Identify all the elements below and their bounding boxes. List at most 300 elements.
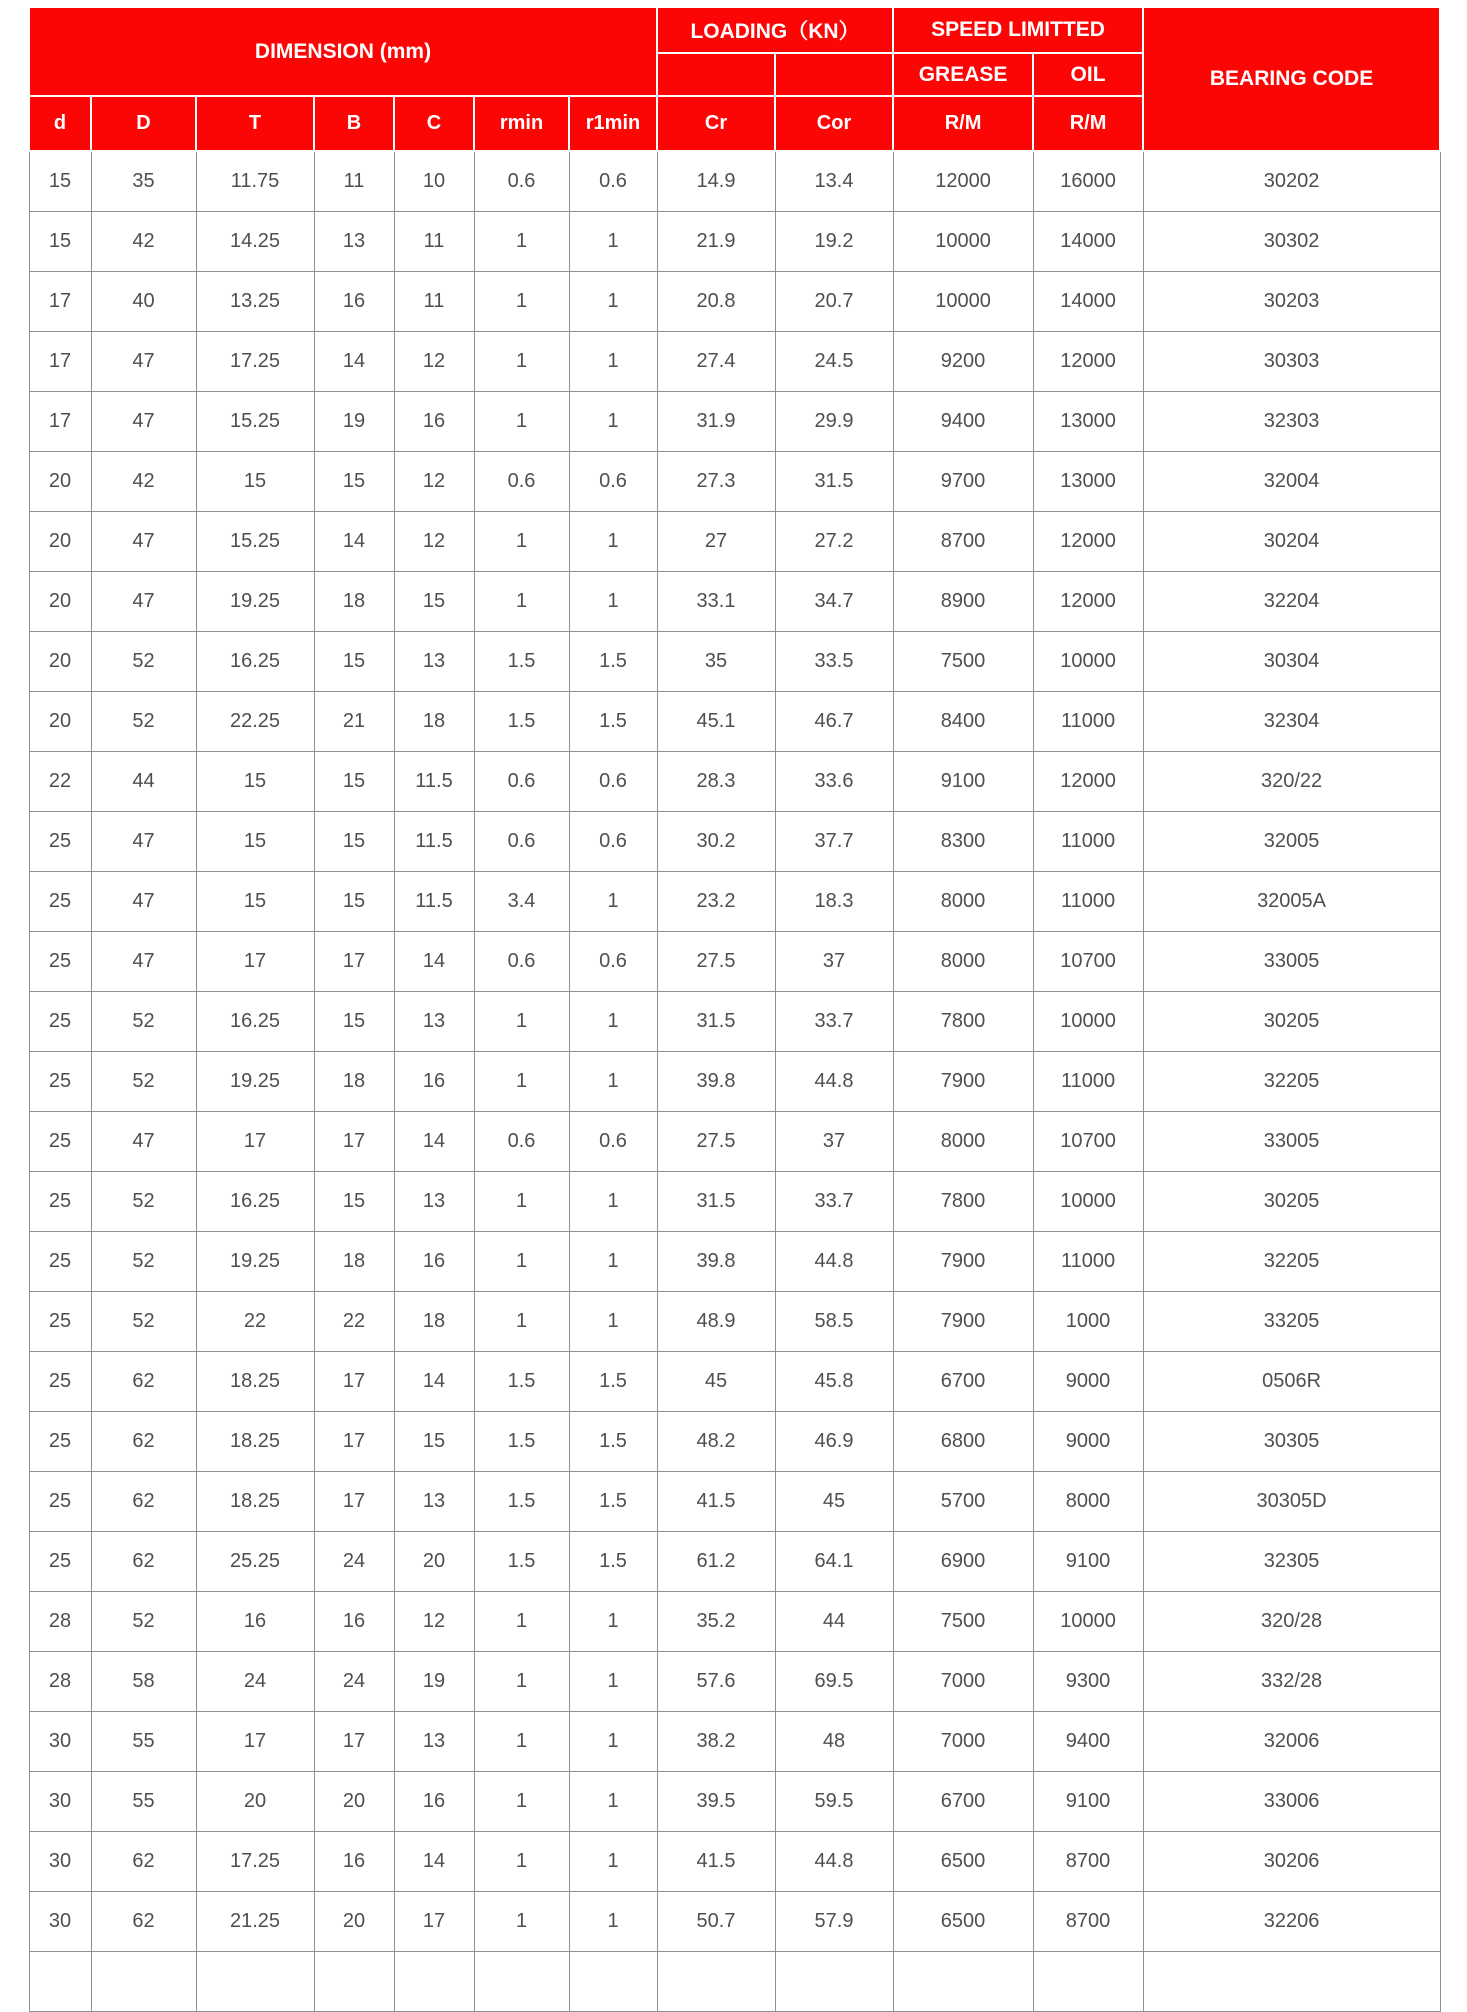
table-cell: 45.1	[657, 691, 775, 751]
table-cell: 18	[394, 691, 474, 751]
col-header-r1min: r1min	[569, 96, 657, 151]
table-row	[29, 1291, 1440, 1351]
table-cell: 39.5	[657, 1771, 775, 1831]
table-cell: 23.2	[657, 871, 775, 931]
table-cell: 17	[314, 1351, 394, 1411]
table-cell: 14	[394, 1111, 474, 1171]
col-header-rmin: rmin	[474, 96, 569, 151]
table-cell: 34.7	[775, 571, 893, 631]
table-cell: 1.5	[569, 1471, 657, 1531]
table-cell: 31.5	[657, 1171, 775, 1231]
table-cell: 19.25	[196, 1231, 314, 1291]
table-cell: 52	[91, 691, 196, 751]
table-cell: 31.9	[657, 391, 775, 451]
table-cell: 15	[314, 751, 394, 811]
table-cell: 11	[394, 211, 474, 271]
table-cell: 18.25	[196, 1351, 314, 1411]
table-cell: 32303	[1143, 391, 1440, 451]
table-cell: 1.5	[569, 1411, 657, 1471]
table-cell: 1	[569, 871, 657, 931]
table-cell: 320/22	[1143, 751, 1440, 811]
table-body	[29, 151, 1440, 2011]
table-cell: 52	[91, 1171, 196, 1231]
table-cell: 11.75	[196, 151, 314, 211]
table-cell: 25	[29, 1411, 91, 1471]
table-cell: 17	[314, 1411, 394, 1471]
table-cell: 1.5	[474, 1531, 569, 1591]
table-row	[29, 451, 1440, 511]
table-cell: 22	[29, 751, 91, 811]
table-cell: 11.5	[394, 871, 474, 931]
header-grease: GREASE	[893, 53, 1033, 96]
table-cell: 41.5	[657, 1831, 775, 1891]
table-cell: 25	[29, 1471, 91, 1531]
table-cell: 12	[394, 1591, 474, 1651]
table-cell: 33.7	[775, 1171, 893, 1231]
table-cell: 30	[29, 1831, 91, 1891]
table-cell: 16	[394, 1231, 474, 1291]
table-cell: 18.25	[196, 1411, 314, 1471]
table-cell: 17.25	[196, 1831, 314, 1891]
table-cell: 20	[29, 571, 91, 631]
table-cell: 13	[394, 1711, 474, 1771]
table-cell: 1	[474, 1891, 569, 1951]
table-cell: 17	[196, 1111, 314, 1171]
col-header-T: T	[196, 96, 314, 151]
table-cell: 10000	[1033, 991, 1143, 1051]
table-row	[29, 1351, 1440, 1411]
table-cell: 19	[314, 391, 394, 451]
table-cell: 33.7	[775, 991, 893, 1051]
table-cell: 8700	[1033, 1831, 1143, 1891]
header-bearing-code: BEARING CODE	[1143, 7, 1440, 151]
table-cell: 28	[29, 1591, 91, 1651]
table-cell: 7500	[893, 631, 1033, 691]
table-cell: 30	[29, 1711, 91, 1771]
table-cell: 47	[91, 1111, 196, 1171]
table-cell: 9400	[1033, 1711, 1143, 1771]
table-cell: 27.4	[657, 331, 775, 391]
table-cell: 32006	[1143, 1711, 1440, 1771]
table-cell: 17.25	[196, 331, 314, 391]
table-cell: 0506R	[1143, 1351, 1440, 1411]
table-cell: 1	[474, 511, 569, 571]
table-cell: 33.6	[775, 751, 893, 811]
col-header-Cor: Cor	[775, 96, 893, 151]
table-cell: 22.25	[196, 691, 314, 751]
table-cell: 16	[394, 1051, 474, 1111]
table-cell: 25	[29, 811, 91, 871]
col-header-D: D	[91, 96, 196, 151]
table-cell: 7900	[893, 1291, 1033, 1351]
table-cell: 20	[29, 691, 91, 751]
table-cell: 10000	[1033, 1591, 1143, 1651]
table-cell: 25	[29, 1051, 91, 1111]
table-cell: 52	[91, 631, 196, 691]
table-cell: 9700	[893, 451, 1033, 511]
table-cell: 19.25	[196, 571, 314, 631]
table-cell: 48.9	[657, 1291, 775, 1351]
table-cell: 17	[394, 1891, 474, 1951]
table-cell: 6500	[893, 1831, 1033, 1891]
table-cell: 20	[29, 511, 91, 571]
table-cell	[474, 1951, 569, 2011]
table-cell: 9400	[893, 391, 1033, 451]
table-cell: 332/28	[1143, 1651, 1440, 1711]
table-cell: 1	[569, 1051, 657, 1111]
table-cell: 9200	[893, 331, 1033, 391]
table-cell: 39.8	[657, 1051, 775, 1111]
table-row	[29, 1051, 1440, 1111]
table-cell: 20	[196, 1771, 314, 1831]
table-cell: 62	[91, 1351, 196, 1411]
table-cell: 1	[474, 1831, 569, 1891]
table-cell: 0.6	[474, 931, 569, 991]
table-cell: 48	[775, 1711, 893, 1771]
table-cell: 1	[474, 271, 569, 331]
table-cell: 13.4	[775, 151, 893, 211]
table-cell: 1	[569, 1711, 657, 1771]
table-cell: 18	[394, 1291, 474, 1351]
table-cell: 27.3	[657, 451, 775, 511]
table-cell: 32305	[1143, 1531, 1440, 1591]
table-cell: 13	[394, 991, 474, 1051]
table-cell: 14	[394, 1351, 474, 1411]
table-cell: 1	[474, 1651, 569, 1711]
table-row	[29, 1711, 1440, 1771]
table-cell: 0.6	[474, 451, 569, 511]
table-row	[29, 1171, 1440, 1231]
table-cell: 25	[29, 1171, 91, 1231]
table-cell: 1	[474, 1711, 569, 1771]
table-cell: 1	[569, 991, 657, 1051]
table-cell: 48.2	[657, 1411, 775, 1471]
table-cell: 32204	[1143, 571, 1440, 631]
table-cell: 27	[657, 511, 775, 571]
table-cell: 24.5	[775, 331, 893, 391]
table-cell: 58	[91, 1651, 196, 1711]
table-cell: 1	[569, 571, 657, 631]
table-cell: 15	[394, 571, 474, 631]
table-cell: 27.5	[657, 931, 775, 991]
table-cell: 45	[657, 1351, 775, 1411]
table-cell: 24	[314, 1531, 394, 1591]
table-cell	[1033, 1951, 1143, 2011]
table-cell: 10	[394, 151, 474, 211]
table-cell: 15	[314, 871, 394, 931]
table-cell: 1	[474, 1591, 569, 1651]
table-cell: 10700	[1033, 1111, 1143, 1171]
table-cell: 45	[775, 1471, 893, 1531]
table-cell: 21.25	[196, 1891, 314, 1951]
table-cell: 20	[29, 631, 91, 691]
table-cell: 0.6	[569, 931, 657, 991]
table-cell: 64.1	[775, 1531, 893, 1591]
table-cell: 12000	[1033, 751, 1143, 811]
table-cell: 32206	[1143, 1891, 1440, 1951]
table-cell: 20.8	[657, 271, 775, 331]
table-cell: 17	[314, 1111, 394, 1171]
table-cell: 15	[314, 811, 394, 871]
table-cell: 22	[196, 1291, 314, 1351]
table-cell: 30203	[1143, 271, 1440, 331]
table-cell: 13000	[1033, 451, 1143, 511]
table-cell: 20	[314, 1891, 394, 1951]
table-cell: 8400	[893, 691, 1033, 751]
table-cell: 1000	[1033, 1291, 1143, 1351]
table-cell: 1	[474, 1291, 569, 1351]
table-cell: 33.1	[657, 571, 775, 631]
table-cell: 41.5	[657, 1471, 775, 1531]
table-cell	[569, 1951, 657, 2011]
table-cell: 1	[569, 1591, 657, 1651]
table-cell: 58.5	[775, 1291, 893, 1351]
table-cell: 15	[29, 151, 91, 211]
table-cell: 7500	[893, 1591, 1033, 1651]
col-header-d: d	[29, 96, 91, 151]
table-cell: 12	[394, 451, 474, 511]
table-row	[29, 1651, 1440, 1711]
table-cell: 1	[569, 1651, 657, 1711]
table-cell: 14	[394, 1831, 474, 1891]
header-group-speed-limited: SPEED LIMITTED	[893, 7, 1143, 53]
table-cell: 30205	[1143, 991, 1440, 1051]
table-cell: 1	[474, 571, 569, 631]
table-cell: 1	[569, 391, 657, 451]
table-cell: 33006	[1143, 1771, 1440, 1831]
table-cell: 19	[394, 1651, 474, 1711]
table-cell: 16	[394, 391, 474, 451]
table-cell: 1	[474, 1231, 569, 1291]
table-cell: 52	[91, 1591, 196, 1651]
table-cell: 37	[775, 931, 893, 991]
table-cell: 12000	[893, 151, 1033, 211]
table-cell: 1	[474, 1171, 569, 1231]
table-row	[29, 151, 1440, 211]
table-cell	[1143, 1951, 1440, 2011]
table-cell: 47	[91, 811, 196, 871]
table-cell: 25.25	[196, 1531, 314, 1591]
table-cell: 8000	[893, 871, 1033, 931]
table-cell: 14	[314, 331, 394, 391]
table-row	[29, 1231, 1440, 1291]
table-cell: 6700	[893, 1351, 1033, 1411]
table-cell: 37.7	[775, 811, 893, 871]
table-cell: 7000	[893, 1711, 1033, 1771]
table-cell: 52	[91, 1291, 196, 1351]
table-cell: 8900	[893, 571, 1033, 631]
table-cell: 15.25	[196, 391, 314, 451]
table-cell: 62	[91, 1471, 196, 1531]
table-cell: 9000	[1033, 1351, 1143, 1411]
table-cell: 28.3	[657, 751, 775, 811]
table-cell: 1	[474, 391, 569, 451]
table-cell: 1.5	[474, 691, 569, 751]
table-cell: 8300	[893, 811, 1033, 871]
table-cell: 1	[569, 1171, 657, 1231]
table-cell: 47	[91, 511, 196, 571]
table-cell: 14	[394, 931, 474, 991]
table-cell: 15	[314, 631, 394, 691]
table-cell: 17	[314, 1471, 394, 1531]
table-cell: 14.25	[196, 211, 314, 271]
table-cell: 35	[91, 151, 196, 211]
table-cell: 17	[196, 1711, 314, 1771]
table-cell: 1.5	[569, 1351, 657, 1411]
table-cell: 24	[314, 1651, 394, 1711]
table-cell: 32005	[1143, 811, 1440, 871]
table-cell: 18.3	[775, 871, 893, 931]
table-cell: 69.5	[775, 1651, 893, 1711]
table-cell: 11000	[1033, 1051, 1143, 1111]
table-row	[29, 1111, 1440, 1171]
table-cell: 0.6	[474, 1111, 569, 1171]
table-cell: 0.6	[474, 751, 569, 811]
table-cell: 32304	[1143, 691, 1440, 751]
table-cell: 9100	[1033, 1771, 1143, 1831]
table-cell: 25	[29, 931, 91, 991]
table-cell: 18	[314, 571, 394, 631]
table-cell: 33205	[1143, 1291, 1440, 1351]
table-cell: 44.8	[775, 1231, 893, 1291]
table-row	[29, 1951, 1440, 2011]
table-cell: 28	[29, 1651, 91, 1711]
table-cell: 12000	[1033, 571, 1143, 631]
table-cell: 46.7	[775, 691, 893, 751]
table-cell: 1.5	[474, 1411, 569, 1471]
table-cell: 47	[91, 391, 196, 451]
table-cell: 13.25	[196, 271, 314, 331]
table-cell: 52	[91, 991, 196, 1051]
table-cell: 9100	[1033, 1531, 1143, 1591]
table-cell: 57.6	[657, 1651, 775, 1711]
table-cell: 1	[569, 1831, 657, 1891]
table-cell: 11000	[1033, 1231, 1143, 1291]
header-oil: OIL	[1033, 53, 1143, 96]
table-cell: 30302	[1143, 211, 1440, 271]
table-cell: 47	[91, 931, 196, 991]
table-cell: 0.6	[474, 811, 569, 871]
table-cell: 25	[29, 1111, 91, 1171]
table-row	[29, 1531, 1440, 1591]
col-header-grease-rm: R/M	[893, 96, 1033, 151]
table-cell: 16	[196, 1591, 314, 1651]
table-row	[29, 271, 1440, 331]
table-cell: 10000	[1033, 1171, 1143, 1231]
table-cell: 13	[394, 1171, 474, 1231]
table-cell: 1	[569, 271, 657, 331]
header-loading-spacer-left	[657, 53, 775, 96]
table-cell: 16.25	[196, 991, 314, 1051]
table-header	[29, 7, 1440, 151]
table-cell: 320/28	[1143, 1591, 1440, 1651]
table-cell: 17	[29, 331, 91, 391]
table-cell	[893, 1951, 1033, 2011]
table-cell: 1	[569, 1771, 657, 1831]
table-cell: 52	[91, 1231, 196, 1291]
table-cell: 0.6	[569, 811, 657, 871]
table-cell: 8000	[893, 1111, 1033, 1171]
table-cell: 35	[657, 631, 775, 691]
table-cell: 20	[29, 451, 91, 511]
table-cell: 47	[91, 571, 196, 631]
header-group-dimension: DIMENSION (mm)	[29, 7, 657, 96]
table-cell: 13	[394, 1471, 474, 1531]
table-cell: 42	[91, 451, 196, 511]
table-cell: 20	[394, 1531, 474, 1591]
table-cell: 24	[196, 1651, 314, 1711]
table-row	[29, 991, 1440, 1051]
table-row	[29, 691, 1440, 751]
col-header-oil-rm: R/M	[1033, 96, 1143, 151]
table-cell: 8000	[1033, 1471, 1143, 1531]
table-cell: 1	[474, 331, 569, 391]
table-cell	[314, 1951, 394, 2011]
col-header-B: B	[314, 96, 394, 151]
table-cell	[657, 1951, 775, 2011]
bearing-spec-table	[28, 6, 1441, 2012]
table-cell: 11000	[1033, 691, 1143, 751]
table-cell: 1	[569, 1891, 657, 1951]
table-cell: 7800	[893, 1171, 1033, 1231]
table-cell: 1	[569, 1291, 657, 1351]
table-cell: 6900	[893, 1531, 1033, 1591]
table-cell: 13	[394, 631, 474, 691]
table-cell: 47	[91, 331, 196, 391]
table-cell: 50.7	[657, 1891, 775, 1951]
table-cell: 16	[394, 1771, 474, 1831]
table-cell: 15	[394, 1411, 474, 1471]
table-cell: 10000	[893, 271, 1033, 331]
table-cell: 8000	[893, 931, 1033, 991]
table-cell: 1.5	[474, 631, 569, 691]
table-cell	[775, 1951, 893, 2011]
table-cell: 11000	[1033, 811, 1143, 871]
table-cell: 61.2	[657, 1531, 775, 1591]
table-cell: 1.5	[569, 631, 657, 691]
table-cell: 6800	[893, 1411, 1033, 1471]
table-cell: 9100	[893, 751, 1033, 811]
table-row	[29, 391, 1440, 451]
table-cell: 16.25	[196, 631, 314, 691]
table-cell: 25	[29, 1231, 91, 1291]
table-cell: 33.5	[775, 631, 893, 691]
table-cell: 12000	[1033, 511, 1143, 571]
table-cell: 55	[91, 1711, 196, 1771]
table-cell: 10000	[1033, 631, 1143, 691]
table-cell: 25	[29, 1531, 91, 1591]
table-cell: 62	[91, 1531, 196, 1591]
table-cell: 0.6	[569, 1111, 657, 1171]
table-cell: 27.2	[775, 511, 893, 571]
col-header-C: C	[394, 96, 474, 151]
table-cell: 33005	[1143, 1111, 1440, 1171]
table-cell: 16	[314, 1591, 394, 1651]
table-row	[29, 1831, 1440, 1891]
table-cell: 10000	[893, 211, 1033, 271]
table-cell: 11.5	[394, 811, 474, 871]
table-cell: 30206	[1143, 1831, 1440, 1891]
table-cell	[394, 1951, 474, 2011]
table-cell: 3.4	[474, 871, 569, 931]
table-cell: 1	[474, 1051, 569, 1111]
table-cell: 21.9	[657, 211, 775, 271]
header-loading-spacer-right	[775, 53, 893, 96]
table-cell: 25	[29, 991, 91, 1051]
table-cell: 21	[314, 691, 394, 751]
table-cell: 25	[29, 1291, 91, 1351]
table-cell: 31.5	[657, 991, 775, 1051]
